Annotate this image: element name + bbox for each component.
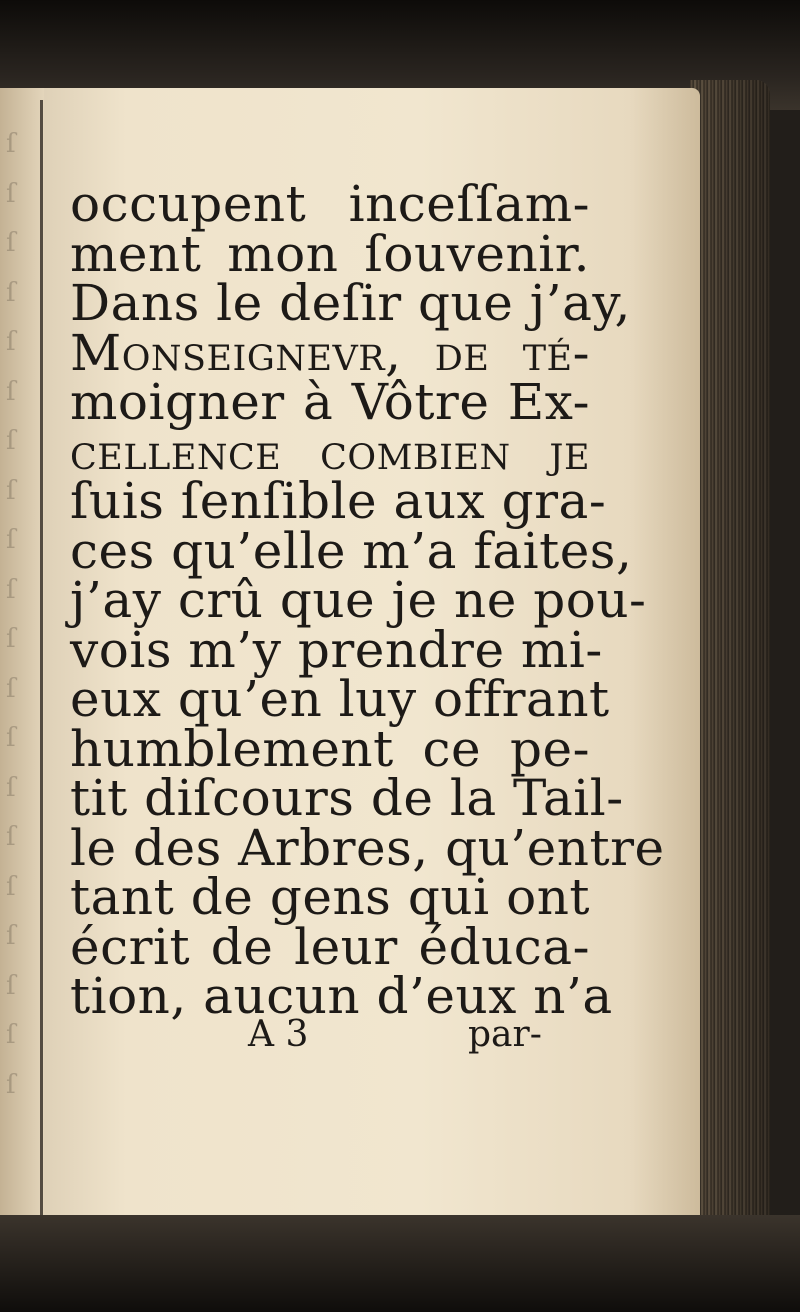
text-line: Monseignevr, de té- [70,323,590,382]
text-line: Dans le deſir que j’ay, [70,274,631,332]
facing-page-bleed: ſ ſ ſ ſ ſ ſ ſ ſ ſ ſ ſ ſ ſ ſ ſ ſ ſ ſ ſ ſ [6,129,16,1100]
text-line: eux qu’en luy offrant [70,670,610,728]
text-line: vois m’y prendre mi- [70,620,603,679]
page-text [70,175,665,1025]
text-line: occupent inceſſam- [70,175,590,233]
text-line: tant de gens qui ont [70,868,590,926]
signature-mark: A 3 [248,1014,309,1055]
text-line: j’ay crû que je ne pou- [70,571,647,629]
text-line: ces qu’elle m’a faites, [70,521,633,580]
text-line: moigner à Vôtre Ex- [70,373,590,431]
text-line: écrit de leur éduca- [70,917,590,976]
gutter-line [40,100,43,1220]
text-line: le des Arbres, qu’entre [70,818,665,877]
text-line: ſuis ſenſible aux gra- [70,472,607,530]
fore-edge-shade [690,80,770,1250]
text-line: humblement ce pe- [70,719,590,778]
page-footer [70,1010,590,1060]
text-line: tit diſcours de la Tail- [70,769,624,827]
catchword: par- [468,1014,542,1055]
bottom-shadow [0,1215,800,1312]
text-line: ment mon ſouvenir. [70,224,590,283]
text-line: tion, aucun d’eux n’a [70,967,613,1025]
text-line: cellence combien je [70,422,590,481]
